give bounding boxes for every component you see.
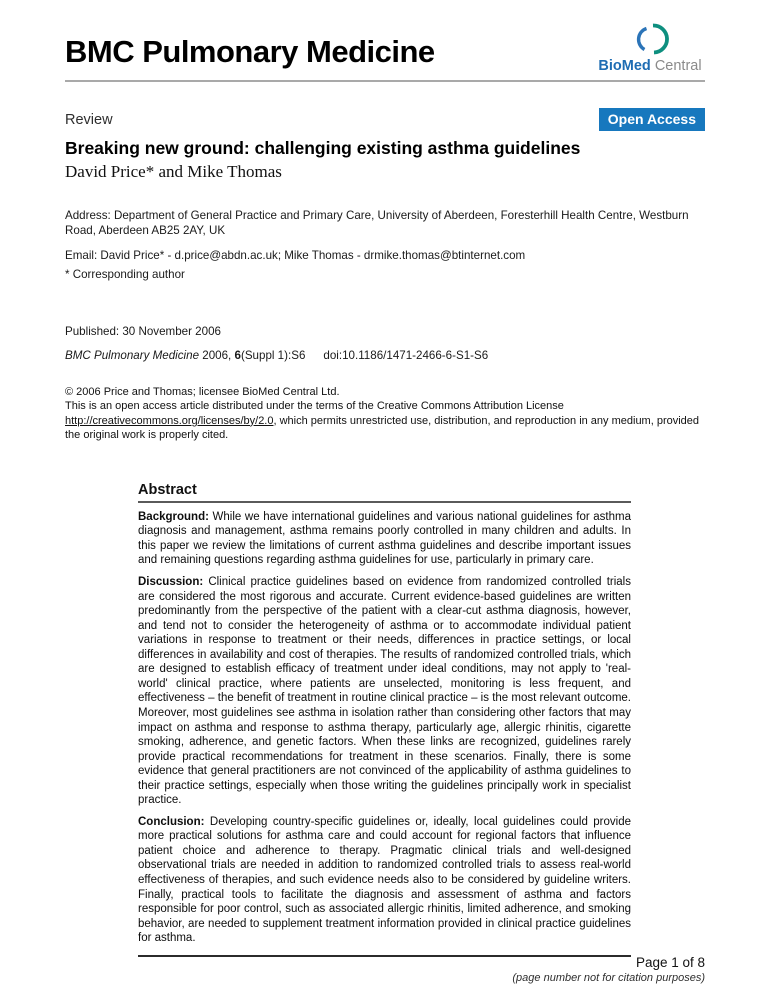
citation-issue: (Suppl 1):S6 xyxy=(240,349,306,363)
page-number: Page 1 of 8 xyxy=(635,955,705,970)
journal-title: BMC Pulmonary Medicine xyxy=(65,34,435,69)
license-text-pre: This is an open access article distributed under the terms of the Creative Commons Attribution License xyxy=(65,400,564,413)
license-text-post: , which permits unrestricted use, distribution, and reproduction in any medium, provided the original work is properly cited. xyxy=(65,414,700,442)
abstract-discussion-text: Clinical practice guidelines based on evidence from randomized controlled trials are considered the most rigorous and accurate. Current evidence-based guidelines are written predominantly from the perspective of the patient with a clear-cut asthma diagnosis, however, and tend not to consider the heterogeneity of asthma or to accommodate individual patient variations in response to treatment or their needs, differences in practice settings, or local differences in availability and cost of therapies. The results of randomized controlled trials, which are designed to establish efficacy of treatment under ideal conditions, may not apply to 'real-world' clinical practice, where patients are unselected, monitoring is less frequent, and effectiveness – the benefit of treatment in routine clinical practice – is the most relevant outcome. Moreover, most guidelines see asthma in isolation rather than considering other factors that may impact on asthma and response to asthma therapy, particularly age, allergic rhinitis, cigarette smoking, adherence, and genetic factors. When these links are recognized, guidelines rarely provide practical recommendations for treatment in these scenarios. Finally, there is some evidence that general practitioners are not convinced of the applicability of asthma guidelines to their practice settings, especially when those writing the guidelines principally work in specialist practice. xyxy=(138,576,631,807)
abstract-conclusion-label: Conclusion: xyxy=(138,815,210,828)
abstract-conclusion-paragraph xyxy=(138,815,631,946)
biomed-central-wordmark xyxy=(595,58,705,74)
citation-journal-name: BMC Pulmonary Medicine xyxy=(65,349,200,363)
article-authors: David Price* and Mike Thomas xyxy=(65,162,282,181)
license-statement xyxy=(65,399,705,443)
email-line: Email: David Price* - d.price@abdn.ac.uk; Mike Thomas - drmike.thomas@btinternet.com xyxy=(65,248,526,262)
open-access-badge: Open Access xyxy=(599,108,705,131)
abstract-section xyxy=(138,482,631,957)
biomed-central-logo xyxy=(595,22,705,74)
creative-commons-link[interactable]: http://creativecommons.org/licenses/by/2.0 xyxy=(65,414,274,427)
published-date-line: Published: 30 November 2006 xyxy=(65,325,221,339)
abstract-conclusion-text: Developing country-specific guidelines or, ideally, local guidelines could provide more practical solutions for asthma care and could account for regional factors that influence patient choice and adherence to therapy. Pragmatic clinical trials and well-designed observational trials are needed in addition to randomized controlled trials to assess real-world effectiveness of therapies, and such evidence needs also to be considered by guideline writers. Finally, practical tools to facilitate the diagnosis and assessment of asthma and factors responsible for poor control, such as associated allergic rhinitis, limited adherence, and smoking behavior, are needed to supplement treatment information provided in clinical practice guidelines for asthma. xyxy=(138,815,631,945)
address-line: Address: Department of General Practice and Primary Care, University of Aberdeen, Foresterhill Health Centre, Westburn Road, Aberdeen AB25 2AY, UK xyxy=(65,209,689,238)
abstract-discussion-label: Discussion: xyxy=(138,576,209,589)
article-type-row xyxy=(65,108,705,131)
logo-text-biomed: BioMed xyxy=(598,58,651,74)
article-title: Breaking new ground: challenging existing asthma guidelines xyxy=(65,138,581,158)
abstract-discussion-paragraph xyxy=(138,575,631,808)
copyright-line: © 2006 Price and Thomas; licensee BioMed Central Ltd. xyxy=(65,385,340,398)
abstract-heading: Abstract xyxy=(138,482,631,503)
abstract-background-paragraph xyxy=(138,510,631,568)
citation-volume: 6 xyxy=(234,349,241,363)
page-footer xyxy=(512,955,705,984)
citation-line xyxy=(65,348,705,363)
copyright-block xyxy=(65,385,705,443)
logo-text-central: Central xyxy=(654,58,702,74)
article-type-label: Review xyxy=(65,111,113,128)
masthead xyxy=(65,0,705,82)
citation-year: 2006, xyxy=(199,349,235,363)
abstract-background-label: Background: xyxy=(138,510,213,523)
abstract-background-text: While we have international guidelines and various national guidelines for asthma diagnosis and management, asthma remains poorly controlled in many children and adults. In this paper we review the limitations of current asthma guidelines and describe important issues and remaining questions regarding asthma guidelines for use, particularly in primary care. xyxy=(138,510,631,567)
biomed-central-logo-icon xyxy=(595,22,705,58)
page-number-citation-note: (page number not for citation purposes) xyxy=(512,972,705,984)
citation-doi: doi:10.1186/1471-2466-6-S1-S6 xyxy=(323,349,489,363)
corresponding-author-note: * Corresponding author xyxy=(65,267,185,281)
